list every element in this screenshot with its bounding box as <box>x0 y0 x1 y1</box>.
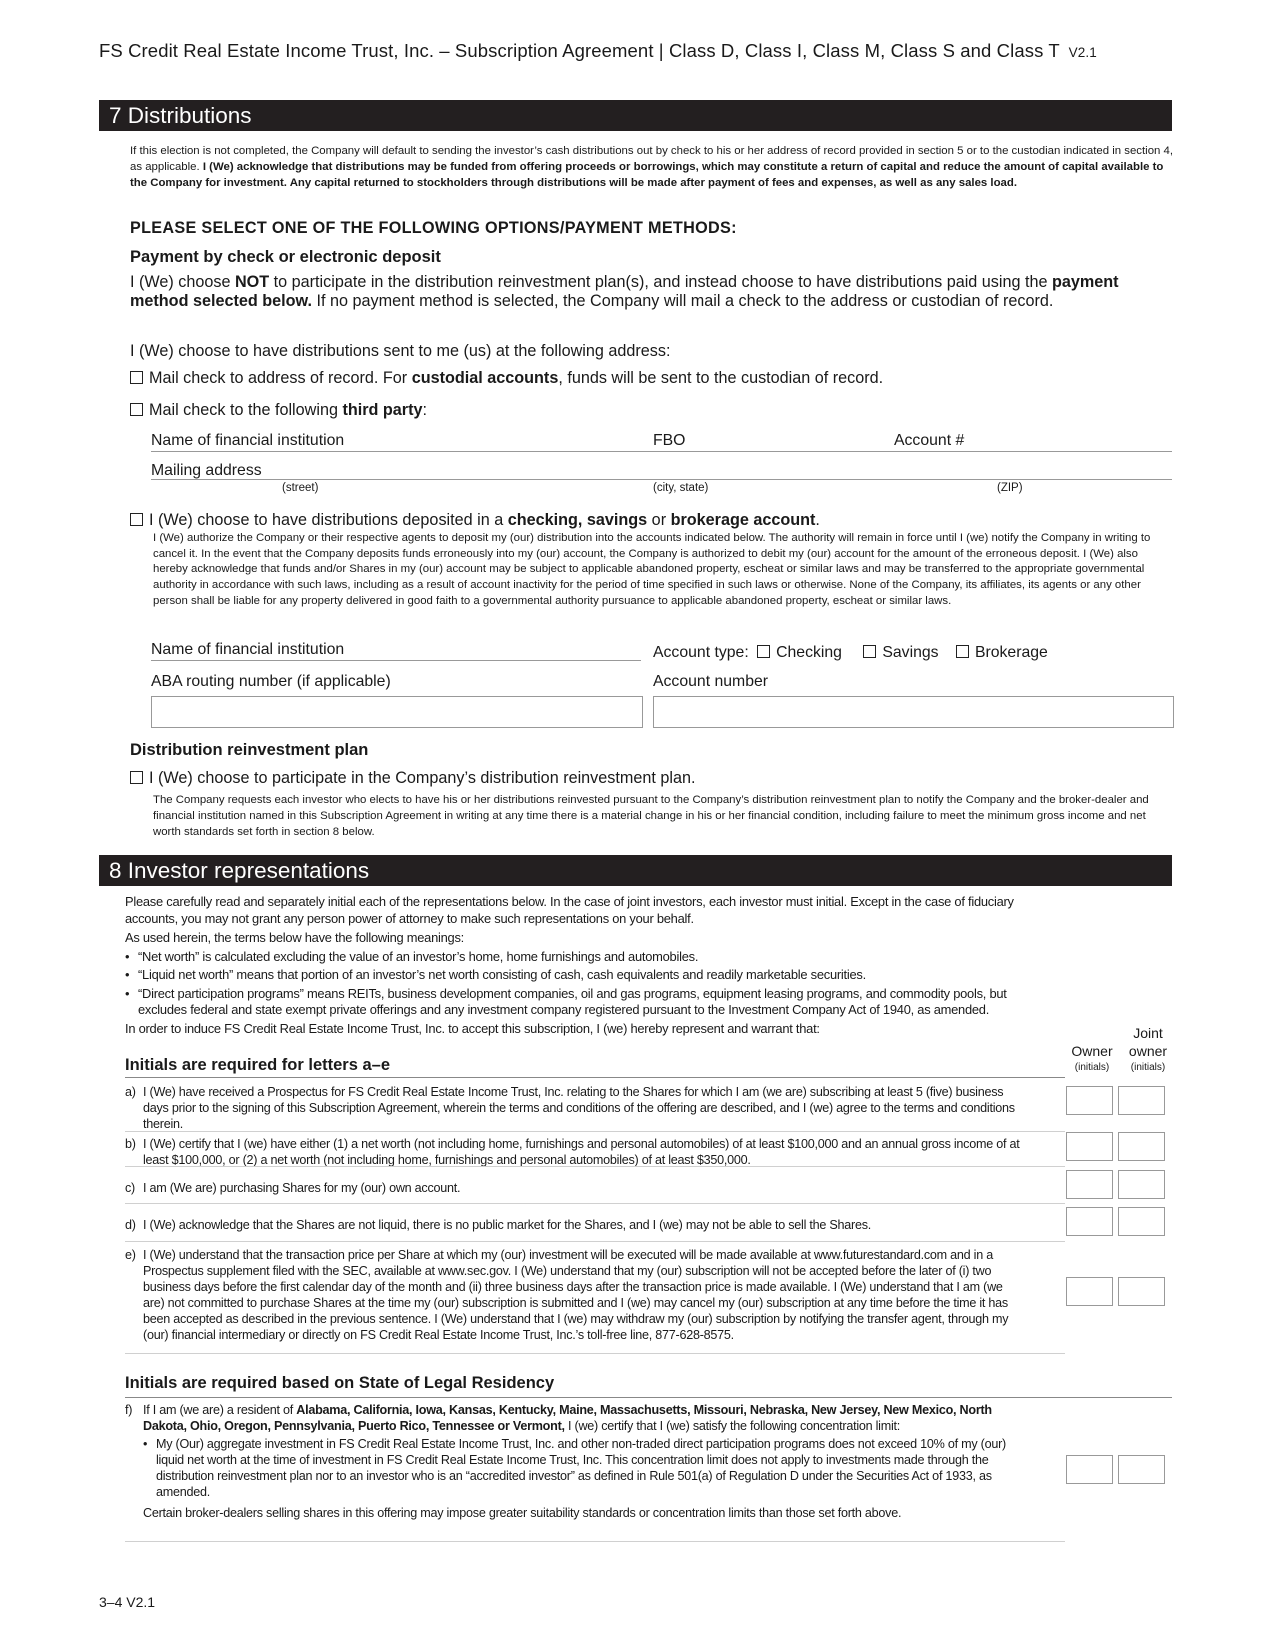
state-heading-rule <box>125 1397 1172 1398</box>
f-statement: If I am (we are) a resident of Alabama, California, Iowa, Kansas, Kentucky, Maine, Massachusetts, Missouri, Nebraska, New Jersey, New Mexico, North Dakota, Ohio, Oregon, Pennsylvania, Puerto Rico, Tennessee or Vermont, I (we) certify that I (we) satisfy the following concentration limit: <box>143 1403 992 1433</box>
row-divider <box>125 1353 1065 1354</box>
aba-input[interactable] <box>151 696 643 728</box>
brokerage-option[interactable]: Brokerage <box>956 644 1048 661</box>
row-divider <box>125 1541 1065 1542</box>
select-heading: PLEASE SELECT ONE OF THE FOLLOWING OPTIONS/PAYMENT METHODS: <box>130 219 737 237</box>
f-bullet-list <box>143 1436 1023 1500</box>
joint-initials-a[interactable] <box>1118 1086 1165 1115</box>
payment-heading: Payment by check or electronic deposit <box>130 248 441 266</box>
account-type-row: Account type: Checking Savings Brokerage <box>653 644 1048 661</box>
owner-initials-b[interactable] <box>1066 1132 1113 1161</box>
checking-checkbox[interactable] <box>757 645 770 658</box>
joint-initials-c[interactable] <box>1118 1170 1165 1199</box>
bank-institution-label: Name of financial institution <box>151 641 345 658</box>
row-divider <box>125 1203 1065 1204</box>
mail-third-party-option[interactable]: Mail check to the following third party: <box>130 401 427 420</box>
owner-initials-f[interactable] <box>1066 1455 1113 1484</box>
joint-initials-b[interactable] <box>1118 1132 1165 1161</box>
checking-option[interactable]: Checking <box>757 644 842 661</box>
owner-initials-caption: (initials) <box>1074 1062 1110 1073</box>
savings-checkbox[interactable] <box>863 645 876 658</box>
page-footer: 3–4 V2.1 <box>99 1594 156 1610</box>
definition-item: • “Net worth” is calculated excluding the value of an investor’s home, home furnishings and automobiles. <box>125 949 1055 966</box>
mail-third-party-checkbox[interactable] <box>130 403 143 416</box>
joint-initials-caption: (initials) <box>1130 1062 1166 1073</box>
document-version: V2.1 <box>1068 45 1097 60</box>
rep-row-a: a) I (We) have received a Prospectus for FS Credit Real Estate Income Trust, Inc. relating to the Shares for which I am (we are) subscribing at least 5 (five) business days prior to the signing of this Subscription Agreement, wherein the terms and conditions of the offering are described, and I (we) agree to the terms and conditions therein. <box>125 1085 1015 1131</box>
definition-item: • “Direct participation programs” means REITs, business development companies, oil and gas programs, equipment leasing programs, and commodity pools, but excludes federal and state exempt private offerings and any investment company registered pursuant to the Investment Company Act of 1940, as amended. <box>125 986 1055 1019</box>
zip-caption: (ZIP) <box>997 482 1023 494</box>
joint-label: Joint <box>1133 1025 1163 1041</box>
choose-not-paragraph: I (We) choose NOT to participate in the distribution reinvestment plan(s), and instead choose to have distributions paid using the payment method selected below. If no payment method is selected, the Company will mail a check to the address or custodian of record. <box>130 273 1119 310</box>
row-divider <box>125 1241 1065 1242</box>
section-8-title: 8 Investor representations <box>99 855 1172 886</box>
initials-heading-rule <box>125 1077 1065 1078</box>
state-residency-heading: Initials are required based on State of Legal Residency <box>125 1374 555 1392</box>
section-8-intro: Please carefully read and separately initial each of the representations below. In the case of joint investors, each investor must initial. Except in the case of fiduciary accounts, you may not grant any person power of attorney to make such representations on your behalf. As used herein, the terms below have the following meanings: • “Net worth” is calculated excluding the value of an investor’s home, home furnishings and automobiles. • “Liquid net worth” means that portion of an investor’s net worth consisting of cash, cash equivalents and readily marketable securities. • “Direct participation programs” means REITs, business development companies, oil and gas programs, equipment leasing programs, and commodity pools, but excludes federal and state exempt private offerings and any investment company registered pursuant to the Investment Company Act of 1940, as amended. In order to induce FS Credit Real Estate Income Trust, Inc. to accept this subscription, I (we) hereby represent and warrant that: <box>125 894 1055 1037</box>
owner-initials-e[interactable] <box>1066 1277 1113 1306</box>
joint-owner-label: owner <box>1128 1043 1168 1059</box>
third-party-fbo-label: FBO <box>653 432 686 449</box>
mail-record-option[interactable]: Mail check to address of record. For custodial accounts, funds will be sent to the custodian of record. <box>130 369 883 388</box>
mailing-address-line[interactable] <box>151 479 1172 480</box>
document-header <box>99 40 1097 62</box>
city-state-caption: (city, state) <box>653 482 709 494</box>
row-divider <box>125 1131 1065 1132</box>
owner-label: Owner <box>1071 1043 1113 1059</box>
sent-to-text: I (We) choose to have distributions sent to me (us) at the following address: <box>130 342 671 360</box>
savings-option[interactable]: Savings <box>863 644 938 661</box>
deposit-option[interactable]: I (We) choose to have distributions deposited in a checking, savings or brokerage account. <box>130 511 820 530</box>
deposit-authorization-text: I (We) authorize the Company or their respective agents to deposit my (our) distribution into the accounts indicated below. The authority will remain in force until I (we) notify the Company in writing to cancel it. In the event that the Company deposits funds erroneously into my (our) account, the Company is authorized to debit my (our) account for the amount of the erroneous deposit. I (We) also hereby acknowledge that funds and/or Shares in my (our) account may be subject to applicable abandoned property, escheat or similar laws and may be transferred to the appropriate governmental authority in accordance with such laws, including as a result of account inactivity for the period of time specified in such laws or otherwise. None of the Company, its affiliates, its agents or any other person shall be liable for any property delivered in good faith to a governmental authority pursuance to applicable abandoned property, escheat or similar laws. <box>153 532 1151 607</box>
f-bullet: • My (Our) aggregate investment in FS Credit Real Estate Income Trust, Inc. and other non-traded direct participation programs does not exceed 10% of my (our) liquid net worth at the time of investment in FS Credit Real Estate Income Trust, Inc. This concentration limit does not apply to investments made through the distribution reinvestment plan nor to an investor who is an “accredited investor” as defined in Rule 501(a) of Regulation D under the Securities Act of 1933, as amended. <box>143 1436 1026 1500</box>
street-caption: (street) <box>282 482 319 494</box>
definition-item: • “Liquid net worth” means that portion of an investor’s net worth consisting of cash, cash equivalents and readily marketable securities. <box>125 967 1055 984</box>
brokerage-checkbox[interactable] <box>956 645 969 658</box>
owner-initials-c[interactable] <box>1066 1170 1113 1199</box>
f-note: Certain broker-dealers selling shares in this offering may impose greater suitability standards or concentration limits than those set forth above. <box>143 1506 902 1520</box>
third-party-institution-label: Name of financial institution <box>151 432 345 449</box>
owner-initials-d[interactable] <box>1066 1207 1113 1236</box>
drip-note: The Company requests each investor who elects to have his or her distributions reinvested pursuant to the Company’s distribution reinvestment plan to notify the Company and the broker-dealer and financial institution named in this Subscription Agreement in writing at any time there is a material change in his or her financial condition, including failure to meet the minimum gross income and net worth standards set forth in section 8 below. <box>153 794 1149 838</box>
definitions-list <box>125 949 1055 1019</box>
account-number-label: Account number <box>653 673 769 690</box>
third-party-line-1[interactable] <box>151 451 1172 452</box>
mail-record-checkbox[interactable] <box>130 371 143 384</box>
drip-heading: Distribution reinvestment plan <box>130 741 369 759</box>
drip-checkbox[interactable] <box>130 771 143 784</box>
joint-initials-e[interactable] <box>1118 1277 1165 1306</box>
third-party-account-label: Account # <box>894 432 965 449</box>
drip-option[interactable]: I (We) choose to participate in the Company’s distribution reinvestment plan. <box>130 769 695 788</box>
deposit-checkbox[interactable] <box>130 513 143 526</box>
mailing-address-label: Mailing address <box>151 462 262 479</box>
aba-label: ABA routing number (if applicable) <box>151 673 391 690</box>
account-number-input[interactable] <box>653 696 1174 728</box>
section-7-intro: If this election is not completed, the Company will default to sending the investor’s cash distributions out by check to his or her address of record provided in section 5 or to the custodian indicated in section 4, as applicable. I (We) acknowledge that distributions may be funded from offering proceeds or borrowings, which may constitute a return of capital and reduce the amount of capital available to the Company for investment. Any capital returned to stockholders through distributions will be made after payment of fees and expenses, as well as any sales load. <box>130 145 1174 189</box>
owner-initials-a[interactable] <box>1066 1086 1113 1115</box>
row-divider <box>125 1166 1065 1167</box>
joint-initials-d[interactable] <box>1118 1207 1165 1236</box>
section-7-title: 7 Distributions <box>99 100 1172 131</box>
joint-initials-f[interactable] <box>1118 1455 1165 1484</box>
document-title: FS Credit Real Estate Income Trust, Inc. – Subscription Agreement | Class D, Class I, Class M, Class S and Class T <box>99 40 1060 61</box>
bank-institution-line[interactable] <box>151 660 641 661</box>
initials-heading: Initials are required for letters a–e <box>125 1056 391 1074</box>
